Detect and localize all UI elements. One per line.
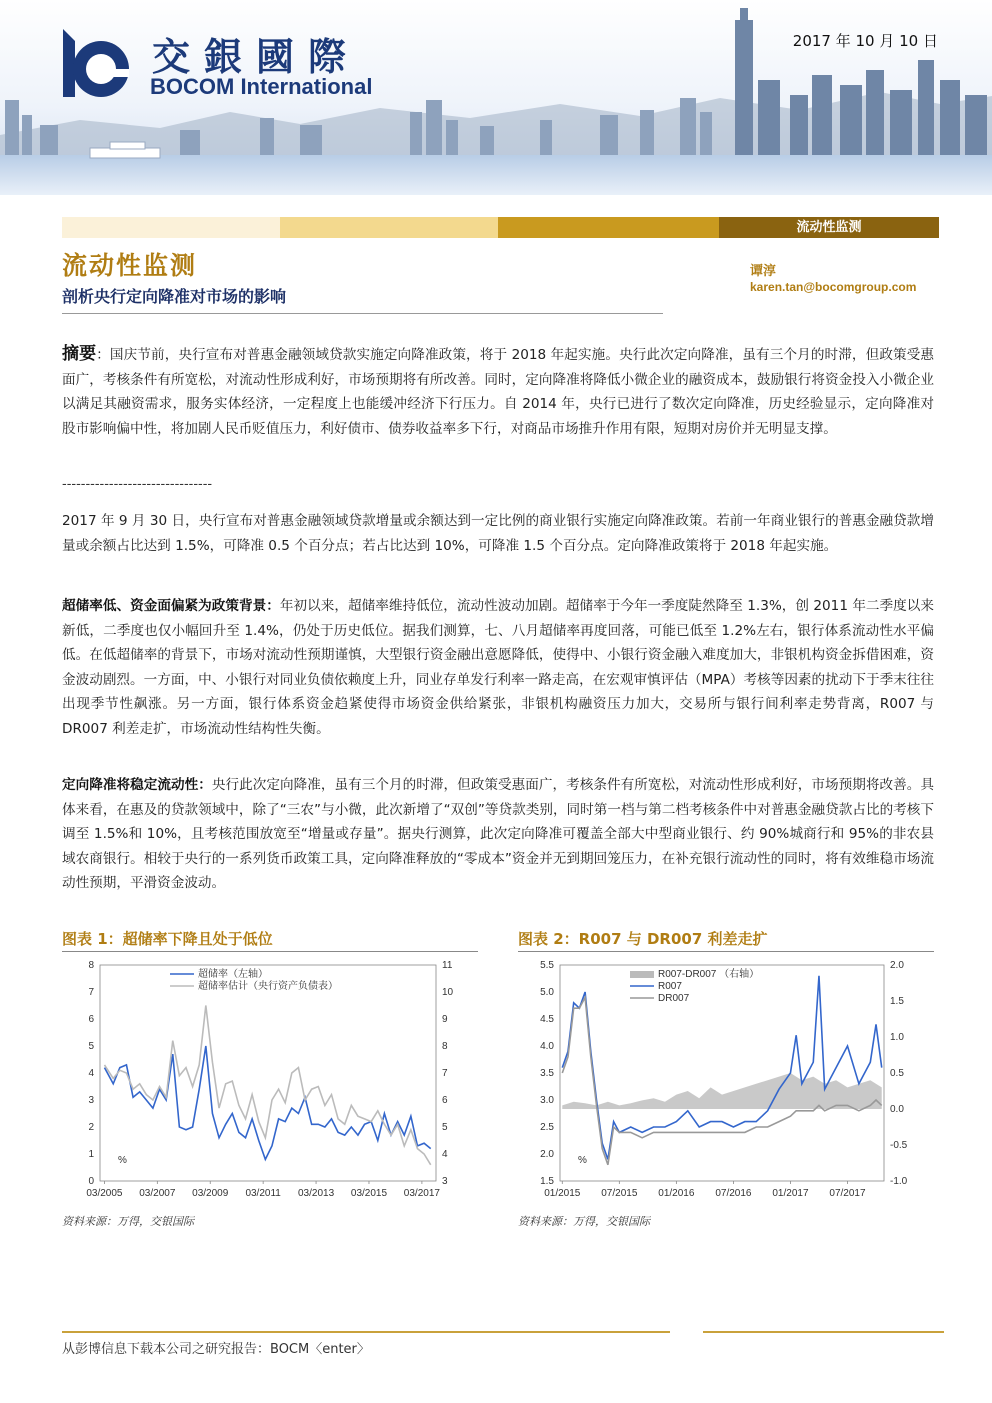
y-tick-label: 4.5: [540, 1014, 554, 1025]
y-tick-label: 3: [88, 1095, 94, 1106]
footer-rule-right: [703, 1331, 944, 1333]
y-tick-label: 4.0: [540, 1041, 554, 1052]
abstract-lead: 摘要: [62, 344, 97, 364]
x-tick-label: 03/2011: [245, 1188, 281, 1199]
abstract-paragraph: [62, 342, 934, 441]
paragraph-background-lead: 超储率低、资金面偏紧为政策背景：: [62, 598, 280, 614]
section-tag: 流动性监测: [719, 217, 939, 238]
y-tick-label: 2.0: [540, 1149, 554, 1160]
y2-tick-label: 5: [442, 1122, 448, 1133]
y2-tick-label: 10: [442, 987, 454, 998]
y2-tick-label: 11: [442, 960, 453, 971]
y2-tick-label: 1.0: [890, 1032, 904, 1043]
series-line: [104, 1006, 430, 1165]
report-title: 流动性监测: [62, 251, 198, 280]
y-tick-label: 7: [88, 987, 94, 998]
y-tick-label: 1.5: [540, 1176, 554, 1187]
legend-label: DR007: [658, 993, 690, 1004]
y-unit-label: %: [578, 1155, 587, 1166]
series-area: [562, 1073, 881, 1109]
title-divider: [62, 313, 663, 314]
x-tick-label: 03/2005: [86, 1188, 123, 1199]
abstract-text: ：国庆节前，央行宣布对普惠金融领域贷款实施定向降准政策，将于 2018 年起实施。央行此次定向降准，虽有三个月的时滞，但政策受惠面广，考核条件有所宽松，对流动性形成利好，市场预期将有所改善。同时，定向降准将降低小微企业的融资成本，鼓励银行将资金投入小微企业以满足其融资需求，服务实体经济，一定程度上也能缓冲经济下行压力。自 2014 年，央行已进行了数次定向降准，历史经验显示，定向降准对股市影响偏中性，将加剧人民币贬值压力，利好债市、债券收益率多下行，对商品市场推升作用有限，短期对房价并无明显支撑。: [62, 347, 935, 437]
y-tick-label: 2.5: [540, 1122, 554, 1133]
y2-tick-label: 7: [442, 1068, 448, 1079]
y2-tick-label: 9: [442, 1014, 448, 1025]
y-tick-label: 3.0: [540, 1095, 554, 1106]
legend-label: R007-DR007 （右轴）: [658, 969, 760, 980]
y2-tick-label: 2.0: [890, 960, 904, 971]
y2-tick-label: 4: [442, 1149, 448, 1160]
figure-2-title: 图表 2：R007 与 DR007 利差走扩: [518, 930, 768, 948]
y-tick-label: 5: [88, 1041, 94, 1052]
y-tick-label: 6: [88, 1014, 94, 1025]
y2-tick-label: -1.0: [890, 1176, 908, 1187]
legend-swatch: [630, 971, 654, 978]
legend-label: R007: [658, 981, 682, 992]
figure-1-chart: [62, 955, 478, 1210]
y2-tick-label: 6: [442, 1095, 448, 1106]
y-tick-label: 3.5: [540, 1068, 554, 1079]
x-tick-label: 07/2015: [601, 1188, 638, 1199]
y-tick-label: 4: [88, 1068, 94, 1079]
y-tick-label: 8: [88, 960, 94, 971]
paragraph-stabilize-lead: 定向降准将稳定流动性：: [62, 777, 212, 793]
figure-1-source: 资料来源：万得，交银国际: [62, 1215, 194, 1228]
section-divider: --------------------------------: [62, 477, 213, 492]
y-tick-label: 5.5: [540, 960, 554, 971]
header-banner: [0, 0, 992, 195]
logo-english-name: BOCOM International: [150, 74, 373, 99]
x-tick-label: 01/2016: [658, 1188, 695, 1199]
y2-tick-label: 0.5: [890, 1068, 904, 1079]
paragraph-background: [62, 594, 934, 742]
y2-tick-label: 3: [442, 1176, 448, 1187]
y-tick-label: 5.0: [540, 987, 554, 998]
y-tick-label: 2: [88, 1122, 94, 1133]
author-email[interactable]: karen.tan@bocomgroup.com: [750, 280, 917, 294]
y-tick-label: 0: [88, 1176, 94, 1187]
figure-2-rule: [518, 951, 934, 952]
plot-frame: [560, 965, 884, 1181]
x-tick-label: 01/2015: [544, 1188, 581, 1199]
bocom-logo-icon: [55, 25, 137, 101]
y2-tick-label: 1.5: [890, 996, 904, 1007]
figure-2-source: 资料来源：万得，交银国际: [518, 1215, 650, 1228]
footer-rule-left: [62, 1331, 670, 1333]
author-name: 谭淳: [750, 264, 777, 279]
figure-2-chart: [518, 955, 934, 1210]
paragraph-stabilize-text: 央行此次定向降准，虽有三个月的时滞，但政策受惠面广，考核条件有所宽松，对流动性形成利好，市场预期将改善。具体来看，在惠及的贷款领域中，除了“三农”与小微，此次新增了“双创”等贷款类别，同时第一档与第二档考核条件中对普惠金融贷款占比的考核下调至 1.5%和 10%，且考核范围放宽至“增量或存量”。据央行测算，此次定向降准可覆盖全部大中型商业银行、约 90%城商行和 95%的非农县域农商银行。相较于央行的一系列货币政策工具，定向降准释放的“零成本”资金并无到期回笼压力，在补充银行流动性的同时，将有效维稳市场流动性预期，平滑资金波动。: [62, 777, 935, 892]
legend-label: 超储率（左轴）: [198, 969, 268, 980]
report-date: 2017 年 10 月 10 日: [792, 32, 938, 50]
strip-segment-pale: [62, 217, 280, 238]
x-tick-label: 01/2017: [772, 1188, 809, 1199]
y-unit-label: %: [118, 1155, 127, 1166]
x-tick-label: 07/2017: [829, 1188, 866, 1199]
figure-1-rule: [62, 951, 478, 952]
strip-segment-gold: [498, 217, 719, 238]
strip-segment-light: [280, 217, 498, 238]
paragraph-stabilize: [62, 773, 934, 896]
y2-tick-label: -0.5: [890, 1140, 908, 1151]
x-tick-label: 03/2015: [350, 1188, 388, 1199]
report-subtitle: 剖析央行定向降准对市场的影响: [62, 287, 287, 306]
paragraph-background-text: 年初以来，超储率维持低位，流动性波动加剧。超储率于今年一季度陡然降至 1.3%，创 2011 年二季度以来新低，二季度也仅小幅回升至 1.4%，仍处于历史低位。据我们测算，七、八月超储率再度回落，可能已低至 1.2%左右，银行体系流动性水平偏低。在低超储率的背景下，市场对流动性预期谨慎，大型银行资金融出意愿降低，使得中、小银行资金融入难度加大，非银机构资金拆借困难，资金波动剧烈。一方面，中、小银行对同业负债依赖度上升，同业存单发行利率一路走高，在宏观审慎评估（MPA）考核等因素的扰动下于季末往往出现季节性飙涨。另一方面，银行体系资金趋紧使得市场资金供给紧张，非银机构融资压力加大，交易所与银行间利率走势背离，R007 与 DR007 利差走扩，市场流动性结构性失衡。: [62, 598, 935, 737]
y-tick-label: 1: [88, 1149, 94, 1160]
legend-label: 超储率估计（央行资产负债表）: [198, 981, 338, 992]
x-tick-label: 07/2016: [715, 1188, 752, 1199]
x-tick-label: 03/2009: [192, 1188, 229, 1199]
figure-1-title: 图表 1：超储率下降且处于低位: [62, 930, 273, 948]
series-line: [104, 1046, 430, 1159]
paragraph-policy: 2017 年 9 月 30 日，央行宣布对普惠金融领域贷款增量或余额达到一定比例的商业银行实施定向降准政策。若前一年商业银行的普惠金融贷款增量或余额占比达到 1.5%，可降准 0.5 个百分点；若占比达到 10%，可降准 1.5 个百分点。定向降准政策将于 2018 年起实施。: [62, 513, 934, 554]
x-tick-label: 03/2017: [403, 1188, 440, 1199]
footer-text: 从彭博信息下载本公司之研究报告：BOCM〈enter〉: [62, 1342, 370, 1357]
x-tick-label: 03/2013: [297, 1188, 335, 1199]
x-tick-label: 03/2007: [139, 1188, 176, 1199]
section-strip: [62, 217, 939, 238]
plot-frame: [100, 965, 436, 1181]
y2-tick-label: 8: [442, 1041, 448, 1052]
logo-chinese-name: 交銀國際: [152, 34, 361, 79]
y2-tick-label: 0.0: [890, 1104, 904, 1115]
